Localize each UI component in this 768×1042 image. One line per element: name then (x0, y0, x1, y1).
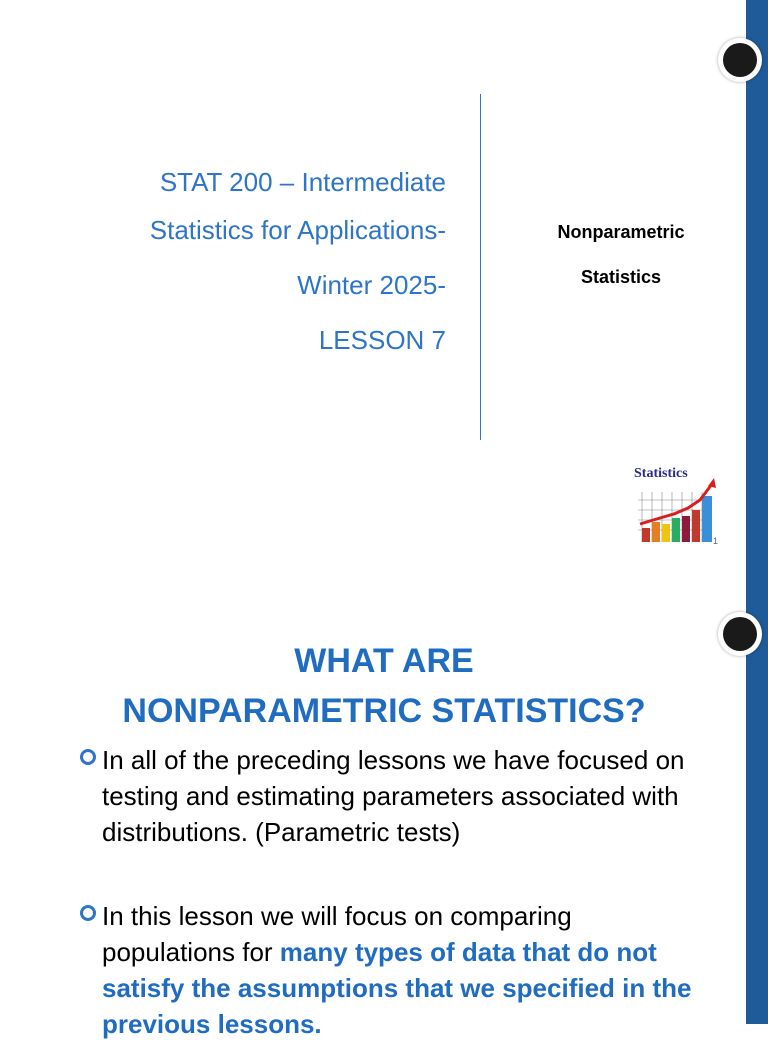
slide-ring-bottom (718, 612, 762, 656)
page-number: 1 (713, 536, 719, 546)
bar-chart-growth-icon (630, 462, 720, 550)
subtitle-line-1: Nonparametric (557, 222, 685, 242)
ring-dot-icon (723, 617, 757, 651)
bullet-item (80, 742, 700, 850)
bullet-circle-icon (80, 905, 96, 921)
bullet-text: In all of the preceding lessons we have focused on testing and estimating parameters associated with distributions. (Parametric tests) (102, 745, 685, 847)
bullet-text-wrapper (102, 898, 700, 1042)
heading-line-2: NONPARAMETRIC STATISTICS? (122, 692, 646, 730)
heading-line-1: WHAT ARE (294, 642, 474, 680)
title-line-2: Statistics for Applications- (149, 215, 446, 245)
slide-ring-top (718, 38, 762, 82)
title-line-4: LESSON 7 (318, 325, 446, 355)
lesson-subtitle (520, 210, 722, 300)
slide-heading (80, 636, 688, 736)
side-accent-bar (746, 0, 768, 1024)
title-line-1: STAT 200 – Intermediate (159, 167, 446, 197)
thumbnail-label: Statistics (634, 466, 688, 481)
statistics-thumbnail (630, 462, 720, 550)
lesson-title (60, 160, 446, 366)
title-divider (480, 94, 481, 440)
bullet-text: In this lesson we will focus on comparing populations for (102, 901, 572, 967)
subtitle-line-2: Statistics (580, 267, 662, 287)
title-line-3: Winter 2025- (297, 270, 446, 300)
ring-dot-icon (723, 43, 757, 77)
bullet-item (80, 898, 700, 1042)
bullet-highlight: many types of data that do not satisfy the assumptions that we specified in the previous lessons. (102, 937, 692, 1039)
bullet-circle-icon (80, 749, 96, 765)
